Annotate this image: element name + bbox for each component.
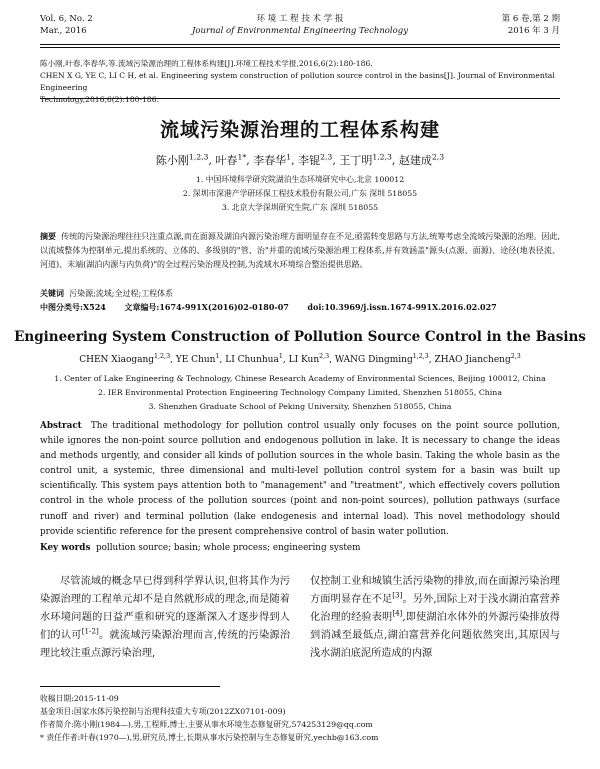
- header-issue-cn-line1: 第 6 卷,第 2 期: [501, 14, 560, 24]
- author-cn-sup: 1,2,3: [372, 152, 392, 162]
- affiliation-cn: 3. 北京大学深圳研究生院,广东 深圳 518055: [221, 203, 379, 212]
- author-en: CHEN Xiaogang: [79, 355, 155, 365]
- author-en-sup: 1: [278, 353, 283, 360]
- author-en-sup: 1,2,3: [412, 353, 429, 360]
- author-cn-sup: 1: [286, 152, 292, 162]
- title-en: Engineering System Construction of Pollution Source Control in the Basins: [14, 329, 586, 345]
- author-cn: 叶春: [215, 154, 238, 167]
- author-en: WANG Dingming: [334, 355, 413, 365]
- body-left-tail: 。就流域污染源治理而言,传统的污染源治理比较注重点源污染治理,: [40, 630, 291, 659]
- header-issue-cn-line2: 2016 年 3 月: [507, 26, 560, 36]
- keywords-cn-text: 污染源;流域;全过程;工程体系: [69, 289, 174, 298]
- affiliation-cn: 2. 深圳市深港产学研环保工程技术股份有限公司,广东 深圳 518055: [182, 189, 418, 198]
- abstract-en-text: The traditional methodology for pollution control usually only focuses on the point source pollution, while ignores the non-point source pollution and endogenous pollution in lake. It is necessary to change the ideas and methods urgently, and consider all kinds of pollution sources in the whole basin. Taking the whole basin as the control unit, a systemic, three dimensional and multi-level pollution control system for a basin was built up scientifically. This system pays attention both to "management" and "treatment", which effectively covers pollution control in the whole process of the pollution sources (point and non-point sources), pollution pathways (surface runoff and river) and terminal pollution (lake endogenesis and internal load). This novel methodology should provide scientific reference for the present comprehensive control of basin water pollution.: [40, 421, 561, 537]
- keywords-cn-label: 关键词: [40, 288, 64, 298]
- body-right-text-b: 。另外,国际上对于浅水湖泊富营养化治理的经验表明: [310, 594, 560, 623]
- author-cn-sup: 2,3: [320, 152, 333, 162]
- header-rule-thick: [40, 44, 560, 45]
- header-rule-thin: [40, 47, 560, 48]
- author-cn: 赵建成: [398, 154, 432, 167]
- footnote-corresponding: * 责任作者:叶春(1970—),男,研究员,博士,长期从事水污染控制与生态修复研究,yechb@163.com: [40, 733, 379, 742]
- author-cn: 李春华: [253, 154, 287, 167]
- citation-ref: [1-2]: [81, 626, 99, 636]
- keywords-en: [40, 541, 560, 555]
- author-en-sup: 1: [215, 353, 220, 360]
- footnote-received: 收稿日期:2015-11-09: [40, 694, 119, 703]
- author-en: LI Kun: [288, 355, 320, 365]
- author-en-sup: 1,2,3: [154, 353, 171, 360]
- affiliations-cn: [0, 173, 600, 215]
- header-date: Mar., 2016: [40, 26, 87, 36]
- author-cn-sup: 1*: [237, 152, 247, 162]
- abstract-en-label: Abstract: [40, 421, 82, 431]
- affiliation-en: 2. IER Environmental Protection Engineering Technology Company Limited, Shenzhen 518055, China: [98, 388, 502, 397]
- citation-ref: [4]: [392, 608, 403, 618]
- affiliation-cn: 1. 中国环境科学研究院湖泊生态环境研究中心,北京 100012: [195, 175, 405, 184]
- citation-cn: 陈小刚,叶春,李春华,等.流域污染源治理的工程体系构建[J].环境工程技术学报,2016,6(2):180-186.: [40, 59, 373, 68]
- body-column-right: [310, 573, 560, 663]
- author-en-sup: 2,3: [510, 353, 521, 360]
- footnote-rule: [40, 686, 220, 687]
- authors-cn: 陈小刚$^{1,2,3}$, 叶春$^{1*}$, 李春华$^1$, 李锟$^{2,3}$, 王丁明$^{1,2,3}$, 赵建成$^{2,3}$: [155, 152, 445, 167]
- author-en: LI Chunhua: [225, 355, 279, 365]
- header-volume-issue: Vol. 6, No. 2: [40, 14, 93, 24]
- affiliation-en: 1. Center of Lake Engineering & Technology, Chinese Research Academy of Environmental Sciences, Beijing 100012, China: [54, 374, 546, 383]
- keywords-en-text: pollution source; basin; whole process; engineering system: [96, 543, 361, 553]
- author-cn: 李锟: [298, 154, 321, 167]
- footnote-author: 作者简介:陈小刚(1984—),男,工程师,博士,主要从事水环境生态修复研究,574253129@qq.com: [40, 720, 373, 729]
- footnotes: [40, 692, 560, 744]
- author-en-sup: 2,3: [319, 353, 330, 360]
- author-en: ZHAO Jiancheng: [434, 355, 511, 365]
- citation-en-line1: CHEN X G, YE C, LI C H, et al. Engineering system construction of pollution source control in the basins[J]. Journal of Environmental Engineering: [40, 71, 555, 92]
- affiliation-en: 3. Shenzhen Graduate School of Peking University, Shenzhen 518055, China: [148, 402, 452, 411]
- keywords-cn: [40, 286, 560, 301]
- body-right-text-a: 仅控制工业和城镇生活污染物的排放,而在面源污染治理方面明显存在不足: [310, 576, 560, 605]
- abstract-cn-label: 摘要: [40, 231, 57, 241]
- author-cn: 陈小刚: [155, 154, 189, 167]
- article-number: 文章编号:1674-991X(2016)02-0180-07: [124, 302, 289, 312]
- abstract-cn-text: 传统的污染源治理往往只注重点源,而在面源及湖泊内源污染治理方面明显存在不足,亟需转变思路与方法,统筹考虑全流域污染源的治理。因此,以流域整体为控制单元,提出系统的、立体的、多级别的"管、治"并重的流域污染源治理工程体系,并有效涵盖"源头(点源、面源)、途径(地表径流、河道)、末端(湖泊内源与内负荷)"的全过程污染治理及控制,为流域水环境综合整治提供思路。: [40, 232, 560, 269]
- classification-cn: [40, 300, 560, 315]
- header-journal-cn: 环 境 工 程 技 术 学 报: [256, 14, 344, 24]
- header-journal-en: Journal of Environmental Engineering Technology: [191, 26, 409, 36]
- footnote-fund: 基金项目:国家水体污染控制与治理科技重大专项(2012ZX07101-009): [40, 707, 286, 716]
- authors-en: CHEN Xiaogang$^{1,2,3}$, YE Chun$^1$, LI Chunhua$^1$, LI Kun$^{2,3}$, WANG Dingming$^{1,2,3}$, ZHAO Jiancheng$^{2,3}$: [79, 353, 521, 365]
- author-cn: 王丁明: [339, 154, 373, 167]
- citation-en-line2: Technology,2016,6(2):180-186.: [40, 95, 159, 104]
- keywords-en-label: Key words: [40, 543, 91, 553]
- title-cn: 流域污染源治理的工程体系构建: [159, 119, 440, 141]
- author-cn-sup: 2,3: [431, 152, 445, 162]
- journal-header: [40, 13, 560, 43]
- header-journal: [40, 13, 560, 37]
- header-issue-cn: [502, 13, 560, 37]
- affiliations-en: [0, 372, 600, 414]
- citation-ref: [3]: [392, 590, 403, 600]
- abstract-cn: [40, 229, 560, 272]
- clc-number: 中图分类号:X524: [40, 302, 106, 312]
- abstract-en: [40, 419, 560, 540]
- author-en: YE Chun: [175, 355, 216, 365]
- body-column-left: [40, 573, 290, 663]
- author-cn-sup: 1,2,3: [188, 152, 209, 162]
- body-left-text: 尽管流域的概念早已得到科学界认识,但将其作为污染源治理的工程单元却不是自然就形成的理念,而是随着水环境问题的日益严重和研究的逐渐深入才逐步得到人们的认可: [40, 576, 290, 641]
- doi: doi:10.3969/j.issn.1674-991X.2016.02.027: [307, 302, 497, 312]
- body-right-text-c: ,即使湖泊水体外的外源污染排放得到消减至最低点,湖泊富营养化问题依然突出,其原因与浅水湖泊底泥所造成的内源: [310, 612, 560, 659]
- citation-rule: [40, 98, 560, 99]
